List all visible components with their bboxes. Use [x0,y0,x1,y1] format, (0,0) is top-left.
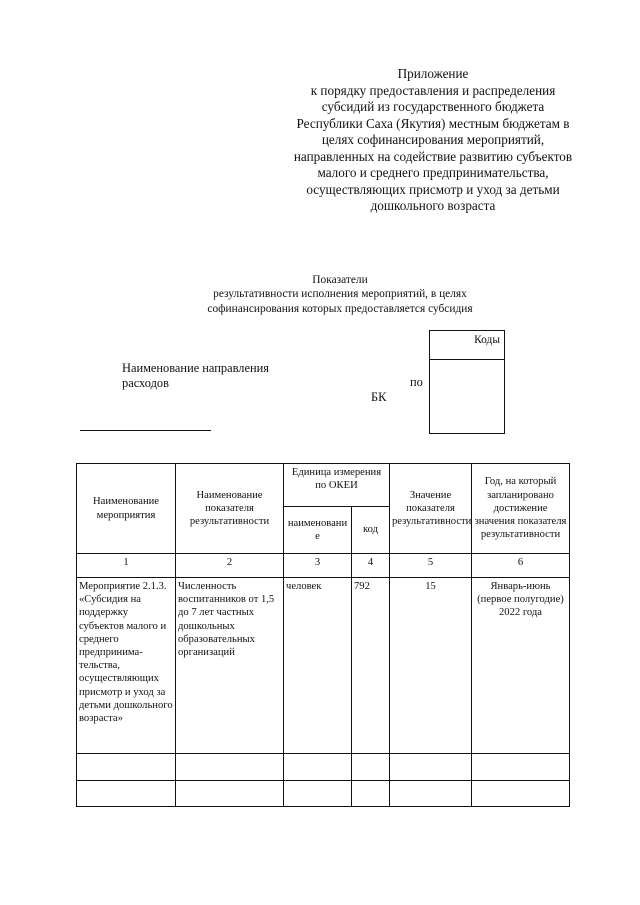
appendix-line: направленных на содействие развитию субъектов [293,148,573,164]
appendix-line: целях софинансирования мероприятий, [321,132,545,147]
appendix-line: Республики Саха (Якутия) местным бюджетам в [296,115,570,131]
indicators-table [76,463,570,807]
appendix-line: осуществляющих присмотр и уход за детьми [306,181,560,197]
direction-bk: БК [371,390,387,404]
header-year: Год, на который запланировано достижение значения показателя результативности [472,464,570,554]
table-row [77,578,570,754]
table-number-row [77,554,570,578]
appendix-line: дошкольного возраста [370,198,496,213]
codes-label: Коды [430,331,504,360]
direction-po: по [410,375,423,389]
header-indicator: Наименование показателя результативности [176,464,284,554]
row-unit-name: человек [284,578,352,754]
row-value: 15 [390,578,472,754]
header-event: Наименование мероприятия [77,464,176,554]
codes-box [429,330,505,434]
column-number: 2 [176,554,284,578]
column-number: 3 [284,554,352,578]
appendix-line: малого и среднего предпринимательства, [317,165,549,180]
column-number: 6 [472,554,570,578]
appendix-title: Приложение [397,66,469,81]
column-number: 1 [77,554,176,578]
header-value: Значение показателя результативности [390,464,472,554]
column-number: 4 [352,554,390,578]
appendix-line: к порядку предоставления и распределения [310,82,556,98]
table-header-row [77,464,570,507]
direction-label-line: расходов [122,376,169,390]
row-unit-code: 792 [352,578,390,754]
row-year: Январь-июнь (первое полугодие) 2022 года [472,578,570,754]
row-indicator: Численность воспитанников от 1,5 до 7 лет частных дошкольных образовательных организаций [176,578,284,754]
header-unit: Единица измерения по ОКЕИ [284,464,390,507]
header-unit-name: наименование [284,507,352,554]
direction-label-line: Наименование направления [122,361,269,375]
direction-label [122,361,269,391]
row-event: Мероприятие 2.1.3. «Субсидия на поддержку субъектов малого и среднего предпринима-тельства, осуществляющих присмотр и уход за детьми дошкольного возраста» [77,578,176,754]
indicators-title: Показатели [312,274,368,286]
indicators-heading [150,273,530,316]
table-empty-row [77,754,570,781]
appendix-line: субсидий из государственного бюджета [321,99,545,114]
signature-underline [80,430,211,431]
indicators-subtitle-line: софинансирования которых предоставляется субсидия [207,302,473,315]
column-number: 5 [390,554,472,578]
header-unit-code: код [352,507,390,554]
indicators-subtitle-line: результативности исполнения мероприятий, в целях [213,288,467,301]
appendix-header [268,66,598,215]
table-empty-row [77,781,570,807]
